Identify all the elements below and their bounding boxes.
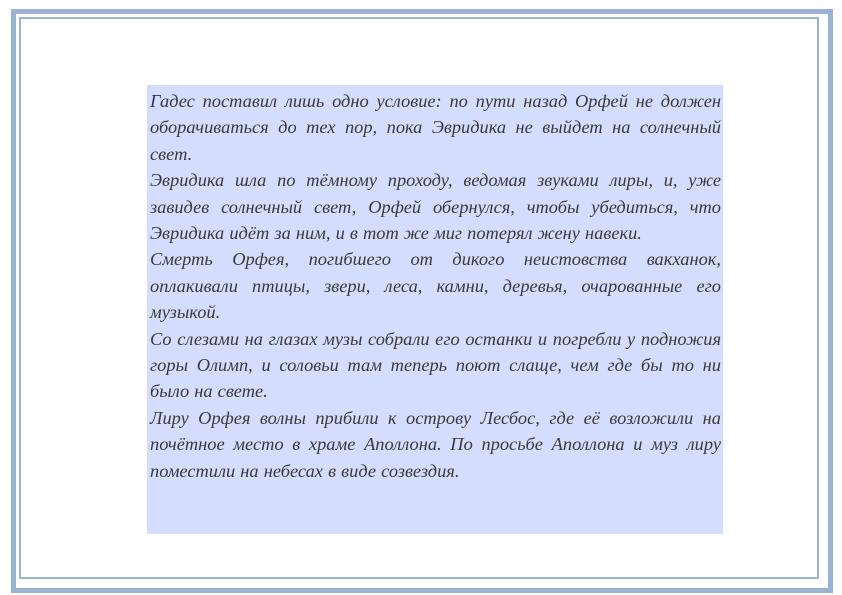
paragraph-2: Эвридика шла по тёмному проходу, ведомая звуками лиры, и, уже завидев солнечный свет, Орфей обернулся, чтобы убедиться, что Эвридика идёт за ним, и в тот же миг потерял жену навеки. [150,170,721,244]
paragraph-4: Со слезами на глазах музы собрали его останки и погребли у подножия горы Олимп, и соловьи там теперь поют слаще, чем где бы то ни было на свете. [150,328,721,402]
paragraph-5: Лиру Орфея волны прибили к острову Лесбос, где её возложили на почётное место в храме Аполлона. По просьбе Аполлона и муз лиру поместили на небесах в виде созвездия. [150,407,721,481]
paragraph-3: Смерть Орфея, погибшего от дикого неистовства вакханок, оплакивали птицы, звери, леса, камни, деревья, очарованные его музыкой. [150,249,721,323]
paragraph-1: Гадес поставил лишь одно условие: по пути назад Орфей не должен оборачиваться до тех пор, пока Эвридика не выйдет на солнечный свет. [150,91,721,164]
text-box [147,85,723,534]
